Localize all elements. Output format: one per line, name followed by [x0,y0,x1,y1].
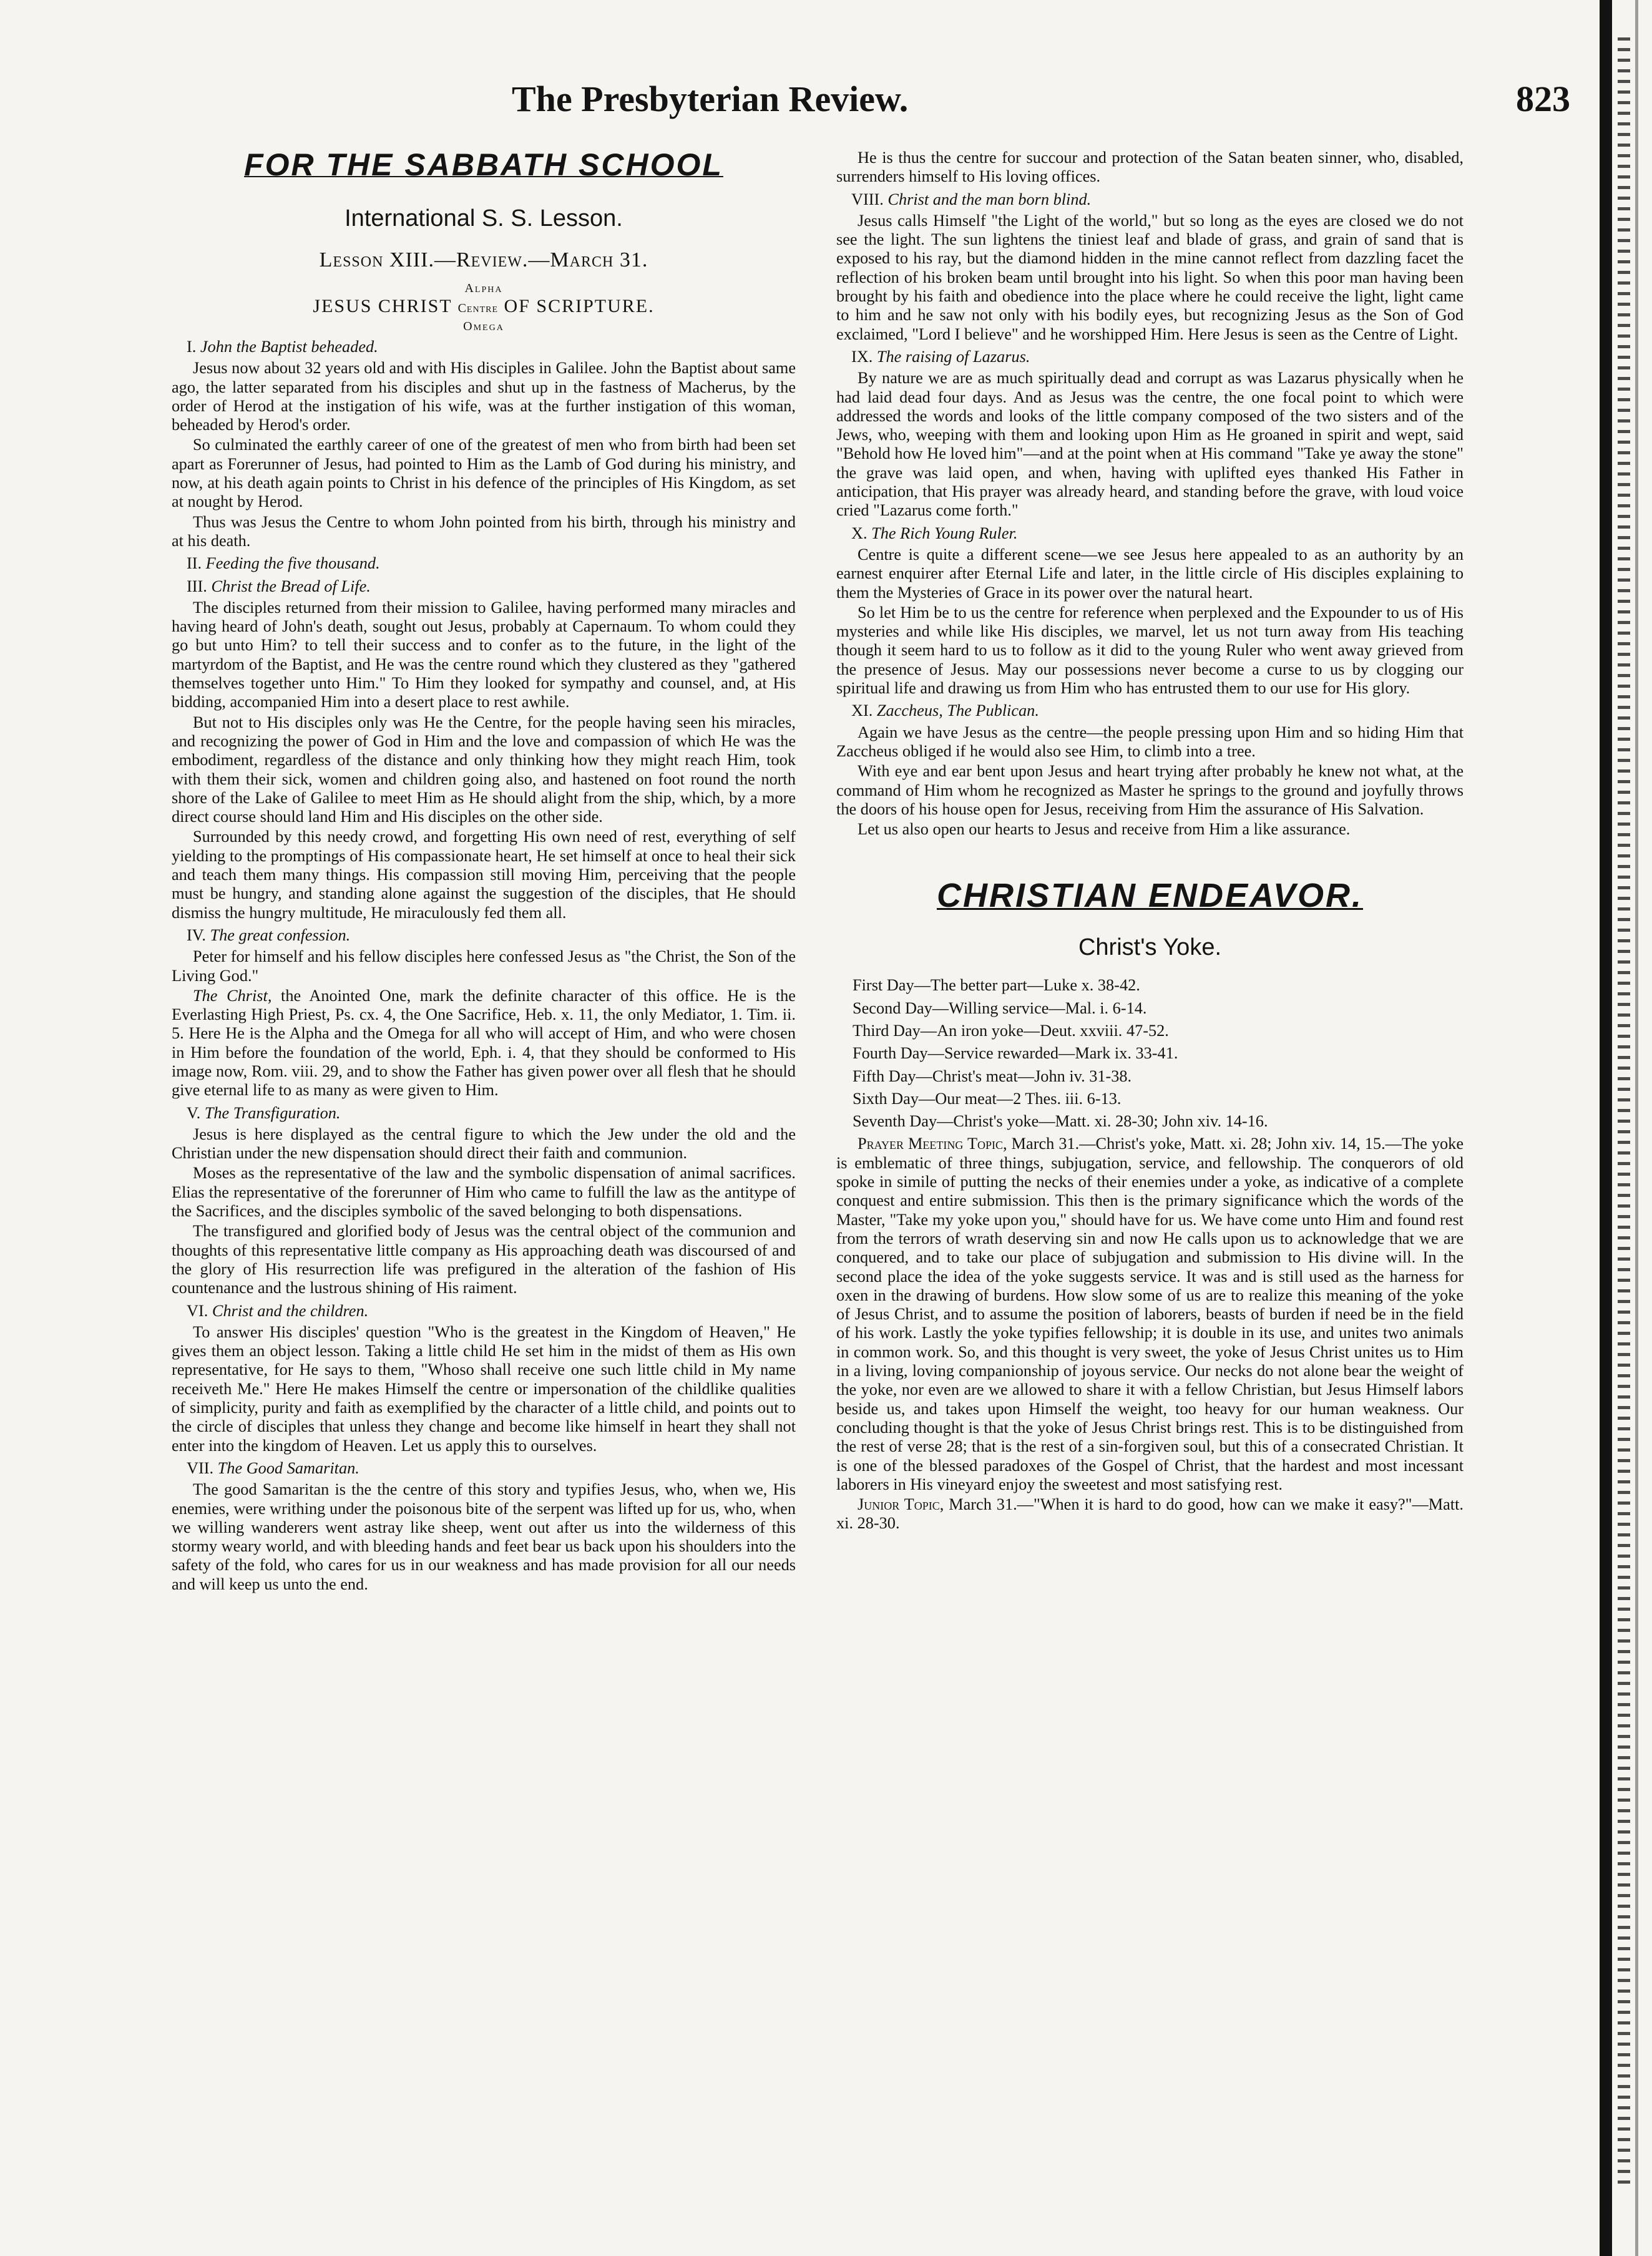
lesson-heading: VIII. Christ and the man born blind. [851,190,1092,208]
christian-endeavor-heading: CHRISTIAN ENDEAVOR. [936,877,1364,915]
prayer-meeting-topic: Prayer Meeting Topic, March 31.—Christ's yoke, Matt. xi. 28; John xiv. 14, 15.—The yoke is emblematic of three things, subjugation, service, and fellowship. The conquerors of old spoke in simile of putting the necks of their enemies under a yoke, as indicative of a complete conquest and entire submission. This then is the primary significance which the words of the Master, "Take my yoke upon you," should have for us. We have come unto Him and found rest from the terrors of wrath deserving sin and now He calls upon us to acknowledge that we are conquered, and to take our place of subjugation and submission to His divine will. In the second place the idea of the yoke suggests service. It was and is still used as the harness for oxen in the drawing of burdens. How slow some of us are to realize this meaning of the yoke of Jesus Christ, and to assume the position of laborers, beasts of burden if need be in the field of his work. Lastly the yoke typifies fellowship; it is double in its use, and unites two animals in common work. So, and this thought is very sweet, the yoke of Jesus Christ unites us to Him in a living, loving companionship of joyous service. Our necks do not alone bear the weight of the yoke, nor even are we allowed to share it with a fellow Christian, but Jesus Himself labors beside us, and takes upon Himself the weight, too heavy for our human weakness. Our concluding thought is that the yoke of Jesus Christ brings rest. This is to be distinguished from the rest of verse 28; that is the rest of a sin-forgiven soul, but this of a consecrated Christian. It is one of the blessed paradoxes of the Gospel of Christ, that the hardest and most incessant laborers in His vineyard enjoy the sweetest and most satisfying rest. [836,1135,1464,1493]
junior-topic: Junior Topic, March 31.—"When it is hard to do good, how can we make it easy?"—Matt. xi. 28-30. [836,1495,1464,1533]
lesson-heading: IV. The great confession. [187,925,351,944]
daily-reading: Fifth Day—Christ's meat—John iv. 31-38. [853,1067,1132,1085]
paragraph: But not to His disciples only was He the Centre, for the people having seen his miracles, and recognizing the power of God in Him and the love and compassion of which He was the embodiment, regardless of the distance and only thinking how they might reach Him, took with them their sick, women and children going also, and hastened on foot round the north shore of the Lake of Galilee to meet Him as He should alight from the ship, which, by a more direct course should land Him and His disciples on the other side. [172,713,796,826]
theme-centre: Centre [457,301,499,315]
paragraph: Jesus calls Himself "the Light of the world," but so long as the eyes are closed we do not see the light. The sun lightens the tiniest leaf and blade of grass, and grain of sand that is exposed to his ray, but the diamond hidden in the mine cannot reflect from dazzling facet the reflection of his broken beam until brought into his light. So when this poor man having been brought by his faith and obedience into the place where he could receive the light, light came to him and he saw not only with his bodily eyes, but recognizing Jesus as the Son of God exclaimed, "Lord I believe" and he worshipped Him. Here Jesus is seen as the Centre of Light. [836,211,1464,343]
lesson-number: Lesson XIII.—Review.—March 31. [319,248,648,271]
lesson-heading: III. Christ the Bread of Life. [187,577,371,595]
lesson-heading: XI. Zaccheus, The Publican. [851,701,1039,720]
paragraph: Jesus now about 32 years old and with His disciples in Galilee. John the Baptist about same ago, the latter separated from his disciples and shut up in the fastness of Macherus, by the order of Herod at the instigation of his wife, was at the further instigation of this woman, beheaded by Herod's order. [172,359,796,434]
daily-reading: First Day—The better part—Luke x. 38-42. [853,976,1140,995]
daily-reading: Third Day—An iron yoke—Deut. xxviii. 47-52. [853,1021,1169,1040]
lesson-heading: II. Feeding the five thousand. [187,554,380,573]
paragraph: The Christ, the Anointed One, mark the definite character of this office. He is the Everlasting High Priest, Ps. cx. 4, the One Sacrifice, Heb. x. 11, the only Mediator, 1. Tim. ii. 5. Here He is the Alpha and the Omega for all who will accept of Him, and who were chosen in Him before the foundation of the world, Eph. i. 4, that they should be conformed to His image now, Rom. viii. 29, and to show the Father has given power over all flesh that he should give eternal life to as many as were given to Him. [172,986,796,1100]
lesson-heading: I. John the Baptist beheaded. [187,338,378,356]
omega-label: Omega [463,320,504,333]
paragraph: So let Him be to us the centre for reference when perplexed and the Expounder to us of His mysteries and while like His disciples, we marvel, let us not turn away from His teaching though it seem hard to us to follow as it did to the young Ruler who went away grieved from the presence of Jesus. May our possessions never become a curse to us by clogging our spiritual life and drawing us from Him who has entrusted them to our use for His glory. [836,603,1464,698]
lesson-heading: V. The Transfiguration. [187,1103,341,1122]
lesson-heading: VI. Christ and the children. [187,1301,369,1320]
paragraph: The disciples returned from their mission to Galilee, having performed many miracles and having heard of John's death, sought out Jesus, probably at Capernaum. To whom could they go but unto Him? to tell their success and to confer as to the future, in the light of the martyrdom of the Baptist, and He was the centre round which they clustered as they "gathered themselves together unto Him." To Him they looked for sympathy and counsel, and, at His bidding, accompanied Him into a desert place to rest awhile. [172,598,796,711]
paragraph: Again we have Jesus as the centre—the people pressing upon Him and so hiding Him that Zaccheus obliged if he would also see Him, to climb into a tree. [836,723,1464,760]
right-column [836,149,1464,1535]
paragraph: By nature we are as much spiritually dead and corrupt as was Lazarus physically when he had laid dead four days. And as Jesus was the centre, the one focal point to which were addressed the words and looks of the little company composed of the two sisters and of the Jews, who, weeping with them and looking upon Him as He groaned in spirit and wept, said "Behold how He loved him"—and at the point when at His command "Take ye away the stone" the grave was laid open, and when, having with uplifted eyes thanked His Father in anticipation, that His prayer was already heard, and standing before the grave, with loud voice cried "Lazarus come forth." [836,369,1464,520]
paragraph: With eye and ear bent upon Jesus and heart trying after probably he knew not what, at the command of Him whom he recognized as Master he springs to the ground and joyfully throws the doors of his house open for Jesus, receiving from Him the assurance of His Salvation. [836,762,1464,818]
lesson-heading: X. The Rich Young Ruler. [851,524,1018,542]
lesson-theme [172,296,796,319]
paragraph: To answer His disciples' question "Who is the greatest in the Kingdom of Heaven," He gives them an object lesson. Taking a little child He set him in the midst of them as His own representative, for He says to them, "Whoso shall receive one such little child in My name receiveth Me." Here He makes Himself the centre or impersonation of the childlike qualities of simplicity, purity and faith as exemplified by the character of a little child, and points out to the circle of disciples that unless they change and become like himself in heart they shall not enter into the kingdom of Heaven. Let us apply this to ourselves. [172,1322,796,1455]
paragraph: Peter for himself and his fellow disciples here confessed Jesus as "the Christ, the Son of the Living God." [172,947,796,985]
paragraph: The transfigured and glorified body of Jesus was the central object of the communion and thoughts of this representative little company as His approaching death was discoursed of and the glory of His resurrection life was prefigured in the alteration of the fashion of His countenance and the lustrous shining of His raiment. [172,1222,796,1297]
paragraph: Thus was Jesus the Centre to whom John pointed from his birth, through his ministry and at his death. [172,512,796,550]
lesson-heading: VII. The Good Samaritan. [187,1458,359,1477]
alpha-label: Alpha [464,281,503,295]
paragraph: Jesus is here displayed as the central figure to which the Jew under the old and the Christian under the new dispensation should direct their faith and communion. [172,1125,796,1163]
paragraph: Moses as the representative of the law and the symbolic dispensation of animal sacrifices. Elias the representative of the forerunner of Him who came to fulfill the law as the antitype of the Sacrifices, and the disciples symbolic of the saved belonging to both dispensations. [172,1164,796,1221]
daily-reading: Fourth Day—Service rewarded—Mark ix. 33-41. [853,1044,1178,1063]
perforation-edge [1618,37,1630,2190]
paragraph: So culminated the earthly career of one of the greatest of men who from birth had been set apart as Forerunner of Jesus, had pointed to Him as the Lamb of God during his ministry, and now, at his death again points to Christ in his defence of the principles of His Kingdom, as set at nought by Herod. [172,436,796,511]
daily-reading: Seventh Day—Christ's yoke—Matt. xi. 28-30; John xiv. 14-16. [853,1112,1268,1131]
paragraph: Surrounded by this needy crowd, and forgetting His own need of rest, everything of self yielding to the promptings of His compassionate heart, He set himself at once to heal their sick and teach them many things. His compassion still moving Him, perceiving that the people must be hungry, and standing alone against the suggestion of the disciples, that He should dismiss the hungry multitude, He miraculously fed them all. [172,828,796,922]
endeavor-topic-title: Christ's Yoke. [1078,934,1222,961]
running-title: The Presbyterian Review. [512,79,909,119]
paragraph: Centre is quite a different scene—we see Jesus here appealed to as an authority by an earnest enquirer after Eternal Life and later, in the little circle of His disciples explaining to them the Mysteries of Grace in its power over the natural heart. [836,545,1464,602]
theme-part-a: JESUS CHRIST [313,296,452,316]
sabbath-school-heading: FOR THE SABBATH SCHOOL [244,147,723,182]
daily-reading: Second Day—Willing service—Mal. i. 6-14. [853,999,1147,1017]
page-number: 823 [1516,79,1570,119]
page-header [218,78,1585,134]
binding-edge [1600,0,1612,2256]
paragraph: The good Samaritan is the the centre of this story and typifies Jesus, who, when we, His enemies, were writhing under the poisonous bite of the serpent was lifted up for us, who, when we willing wanderers went astray like sheep, went out after us into the wilderness of this stormy weary world, and with bleeding hands and feet bear us back upon his shoulders into the safety of the fold, who cares for us in our weakness and has made provision for all our needs and will keep us unto the end. [172,1480,796,1593]
left-column [172,145,796,1595]
theme-part-b: OF SCRIPTURE. [504,296,655,316]
binding-shadow [1635,0,1638,2256]
paragraph: He is thus the centre for succour and protection of the Satan beaten sinner, who, disabled, surrenders himself to His loving offices. [836,149,1464,186]
paragraph: Let us also open our hearts to Jesus and receive from Him a like assurance. [858,820,1351,839]
lesson-heading: IX. The raising of Lazarus. [851,347,1030,366]
daily-reading: Sixth Day—Our meat—2 Thes. iii. 6-13. [853,1089,1122,1108]
lesson-series-title: International S. S. Lesson. [345,205,623,232]
daily-readings [853,976,1464,1131]
